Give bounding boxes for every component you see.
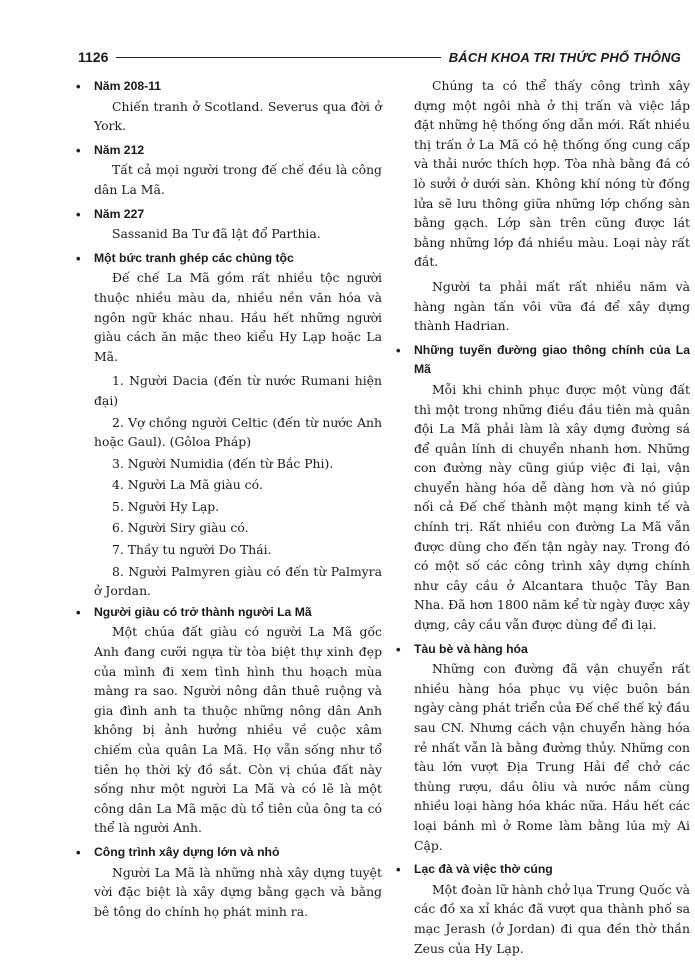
section-heading [76, 77, 382, 97]
section-heading [396, 640, 690, 660]
section-year-227 [76, 205, 382, 244]
heading-text: Năm 227 [94, 206, 145, 221]
running-title: BÁCH KHOA TRI THỨC PHỔ THÔNG [448, 49, 681, 65]
section-heading [76, 141, 382, 161]
paragraph: Chiến tranh ở Scotland. Severus qua đời ở York. [94, 98, 382, 134]
bullet-icon: • [396, 862, 401, 878]
section-heading [76, 249, 382, 269]
paragraph: Sassanid Ba Tư đã lật đổ Parthia. [112, 226, 321, 242]
section-roads [396, 341, 690, 635]
bullet-icon: • [76, 142, 81, 158]
section-camels [396, 860, 690, 958]
section-year-208 [76, 77, 382, 136]
right-column [396, 76, 690, 963]
bullet-icon: • [396, 641, 401, 657]
header-rule [116, 57, 440, 58]
heading-text: Tàu bè và hàng hóa [414, 641, 528, 656]
paragraph: Đế chế La Mã gồm rất nhiều tộc người thuộc nhiều màu da, nhiều nền văn hóa và ngôn ngữ khác nhau. Hầu hết những người giàu cách ăn mặc theo kiểu Hy Lạp hoặc La Mã. [94, 270, 382, 364]
section-heading [76, 843, 382, 863]
bullet-icon: • [76, 604, 81, 620]
section-construction [76, 843, 382, 921]
paragraph: Những con đường đã vận chuyển rất nhiều hàng hóa phục vụ việc buôn bán ngày càng phát triển của Đế chế thế kỷ đầu sau CN. Nhưng cách vận chuyển hàng hóa rẻ nhất vẫn là bằng đường thủy. Những con tàu lớn vượt Địa Trung Hải để chở các thùng rượu, dầu ôliu và nước nắm cùng nhiều loại hàng hóa khác nữa. Hầu hết các loại bánh mì ở Rome làm bằng lúa mỳ Ai Cập. [414, 661, 690, 853]
page-number: 1126 [78, 49, 109, 65]
bullet-icon: • [76, 844, 81, 860]
section-heading [396, 341, 690, 380]
heading-text: Năm 212 [94, 142, 145, 157]
list-item: 3. Người Numidia (đến từ Bắc Phi). [112, 455, 334, 471]
section-rich-romans [76, 603, 382, 838]
page-header [78, 42, 681, 72]
list-item: 4. Người La Mã giàu có. [112, 477, 263, 493]
paragraph: Người ta phải mất rất nhiều năm và hàng ngàn tấn vôi vữa đá để xây dựng thành Hadrian. [414, 278, 690, 334]
section-ships [396, 640, 690, 856]
bullet-icon: • [76, 79, 81, 94]
list-item: 6. Người Siry giàu có. [112, 520, 249, 536]
heading-text: Những tuyến đường giao thông chính của La Mã [414, 342, 690, 377]
paragraph: Chúng ta có thể thấy công trình xây dựng một ngôi nhà ở thị trấn và việc lắp đặt những hệ thống ống dẫn mới. Rất nhiều thị trấn ở La Mã có hệ thống ống cung cấp và thải nước thích hợp. Tòa nhà bằng đá có lò sưởi ở dưới sàn. Không khí nóng từ đống lửa sẽ lưu thông giữa những lớp chống sàn bằng gạch. Lớp sàn trên cũng được lát bằng những lớp đá nhiều màu. Loại này rất đắt. [414, 78, 690, 270]
paragraph: Mỗi khi chinh phục được một vùng đất thì một trong những điều đầu tiên mà quân đội La Mã phải làm là xây dựng đường sá để quân lính di chuyển nhanh hơn. Những con đường này cũng giúp việc đi lại, vận chuyển hàng hóa dễ dàng hơn và nó giúp nối cả Đế chế thành một mạng kinh tế và chính trị. Rất nhiều con đường La Mã vẫn được dùng cho đến tận ngày nay. Trong đó có một số các công trình xây dựng chính như cây cầu ở Alcantara thuộc Tây Ban Nha. Đã hơn 1800 năm kể từ ngày được xây dựng, cây cầu vẫn được dùng để đi lại. [414, 381, 690, 633]
section-heading [76, 205, 382, 225]
list-item: 7. Thầy tu người Do Thái. [112, 542, 272, 558]
paragraph: Một chúa đất giàu có người La Mã gốc Anh đang cưỡi ngựa từ tòa biệt thự xinh đẹp của mình đi xem tình hình thu hoạch mùa màng ra sao. Người nông dân thuê ruộng và gia đình anh ta thuộc những nông dân Anh không bị ảnh hưởng nhiều về cuộc xâm chiếm của quân La Mã. Họ vẫn sống như tổ tiên họ thời kỳ đồ sắt. Còn vị chúa đất này sống như một người La Mã và có lẽ là một công dân La Mã mặc dù tổ tiên của ông ta có thể là người Anh. [94, 624, 382, 836]
list-item: 1. Người Dacia (đến từ nước Rumani hiện đại) [94, 373, 382, 408]
list-item: 5. Người Hy Lạp. [112, 498, 220, 514]
section-ethnic-mosaic [76, 249, 382, 601]
list-item: 8. Người Palmyren giàu có đến từ Palmyra ở Jordan. [94, 563, 382, 599]
bullet-icon: • [76, 206, 81, 222]
section-year-212 [76, 141, 382, 200]
bullet-icon: • [396, 342, 401, 358]
heading-text: Một bức tranh ghép các chủng tộc [94, 250, 294, 265]
heading-text: Năm 208-11 [94, 79, 162, 93]
heading-text: Người giàu có trở thành người La Mã [94, 604, 312, 619]
list-item: 2. Vợ chồng người Celtic (đến từ nước Anh hoặc Gaul). (Gôloa Pháp) [94, 414, 382, 450]
bullet-icon: • [76, 250, 81, 266]
paragraph: Tất cả mọi người trong đế chế đều là công dân La Mã. [94, 162, 382, 197]
paragraph: Một đoàn lữ hành chở lụa Trung Quốc và các đồ xa xỉ khác đã vượt qua thành phố sa mạc Jerash (ở Jordan) đi qua đền thờ thần Zeus của Hy Lạp. [414, 881, 690, 956]
section-heading [76, 603, 382, 623]
section-heading [396, 860, 690, 880]
heading-text: Lạc đà và việc thờ cúng [414, 862, 553, 877]
left-column [76, 76, 382, 926]
heading-text: Công trình xây dựng lớn và nhỏ [94, 844, 280, 859]
paragraph: Người La Mã là những nhà xây dựng tuyệt vời đặc biệt là xây dựng bằng gạch và bằng bê tông do chính họ phát minh ra. [94, 864, 382, 919]
